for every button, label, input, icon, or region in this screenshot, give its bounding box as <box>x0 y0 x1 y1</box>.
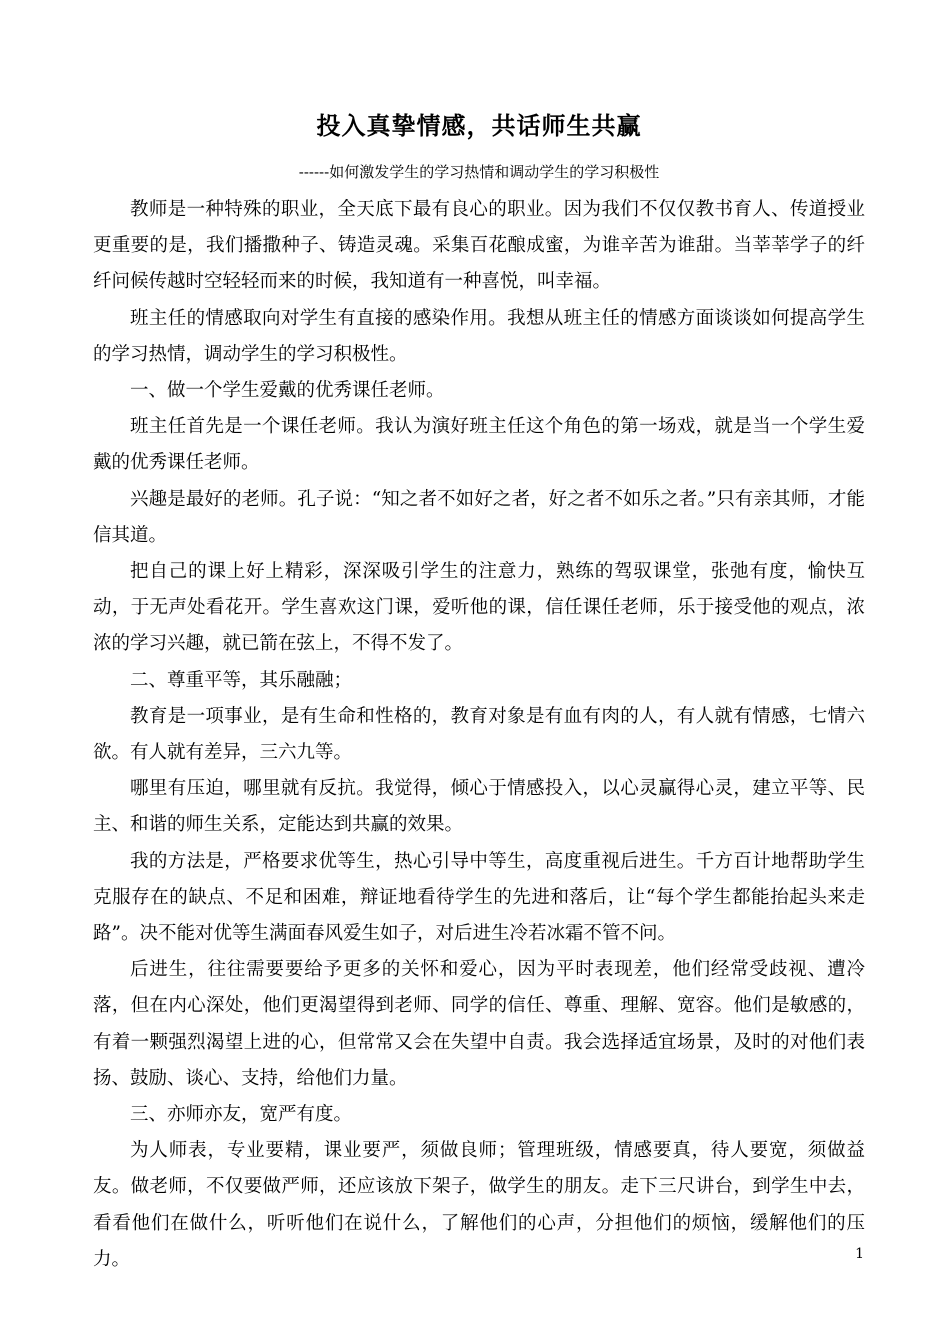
paragraph: 把自己的课上好上精彩，深深吸引学生的注意力，熟练的驾驭课堂，张弛有度，愉快互动，于无声处看花开。学生喜欢这门课，爱听他的课，信任课任老师，乐于接受他的观点，浓浓的学习兴趣，就已箭在弦上，不得不发了。 <box>93 561 865 655</box>
section-heading: 二、尊重平等，其乐融融； <box>130 669 353 691</box>
paragraph: 教育是一项事业，是有生命和性格的，教育对象是有血有肉的人，有人就有情感，七情六欲。有人就有差异，三六九等。 <box>93 705 865 764</box>
section-heading: 一、做一个学生爱戴的优秀课任老师。 <box>130 380 445 402</box>
page-subtitle: ------如何激发学生的学习热情和调动学生的学习积极性 <box>298 163 660 181</box>
page-title: 投入真挚情感，共话师生共赢 <box>316 111 642 140</box>
paragraph: 我的方法是，严格要求优等生，热心引导中等生，高度重视后进生。千方百计地帮助学生克服存在的缺点、不足和困难，辩证地看待学生的先进和落后，让“每个学生都能抬起头来走路”。决不能对优等生满面春风爱生如子，对后进生冷若冰霜不管不问。 <box>93 850 865 945</box>
document-body <box>93 192 865 1278</box>
paragraph: 班主任首先是一个课任老师。我认为演好班主任这个角色的第一场戏，就是当一个学生爱戴的优秀课任老师。 <box>93 416 865 474</box>
paragraph: 班主任的情感取向对学生有直接的感染作用。我想从班主任的情感方面谈谈如何提高学生的学习热情，调动学生的学习积极性。 <box>93 307 865 365</box>
paragraph: 兴趣是最好的老师。孔子说：“知之者不如好之者，好之者不如乐之者。”只有亲其师，才能信其道。 <box>93 488 865 546</box>
paragraph: 哪里有压迫，哪里就有反抗。我觉得，倾心于情感投入，以心灵赢得心灵，建立平等、民主、和谐的师生关系，定能达到共赢的效果。 <box>93 778 865 836</box>
paragraph: 后进生，往往需要要给予更多的关怀和爱心，因为平时表现差，他们经常受歧视、遭冷落，但在内心深处，他们更渴望得到老师、同学的信任、尊重、理解、宽容。他们是敏感的，有着一颗强烈渴望上进的心，但常常又会在失望中自责。我会选择适宜场景，及时的对他们表扬、鼓励、谈心、支持，给他们力量。 <box>93 959 865 1089</box>
section-heading: 三、亦师亦友，宽严有度。 <box>130 1104 353 1126</box>
paragraph: 为人师表，专业要精，课业要严，须做良师；管理班级，情感要真，待人要宽，须做益友。做老师，不仅要做严师，还应该放下架子，做学生的朋友。走下三尺讲台，到学生中去，看看他们在做什么，听听他们在说什么，了解他们的心声，分担他们的烦恼，缓解他们的压力。 <box>93 1140 865 1270</box>
page-number: 1 <box>855 1246 864 1262</box>
paragraph: 教师是一种特殊的职业，全天底下最有良心的职业。因为我们不仅仅教书育人、传道授业更重要的是，我们播撒种子、铸造灵魂。采集百花酿成蜜，为谁辛苦为谁甜。当莘莘学子的纤纤问候传越时空轻轻而来的时候，我知道有一种喜悦，叫幸福。 <box>93 199 865 293</box>
